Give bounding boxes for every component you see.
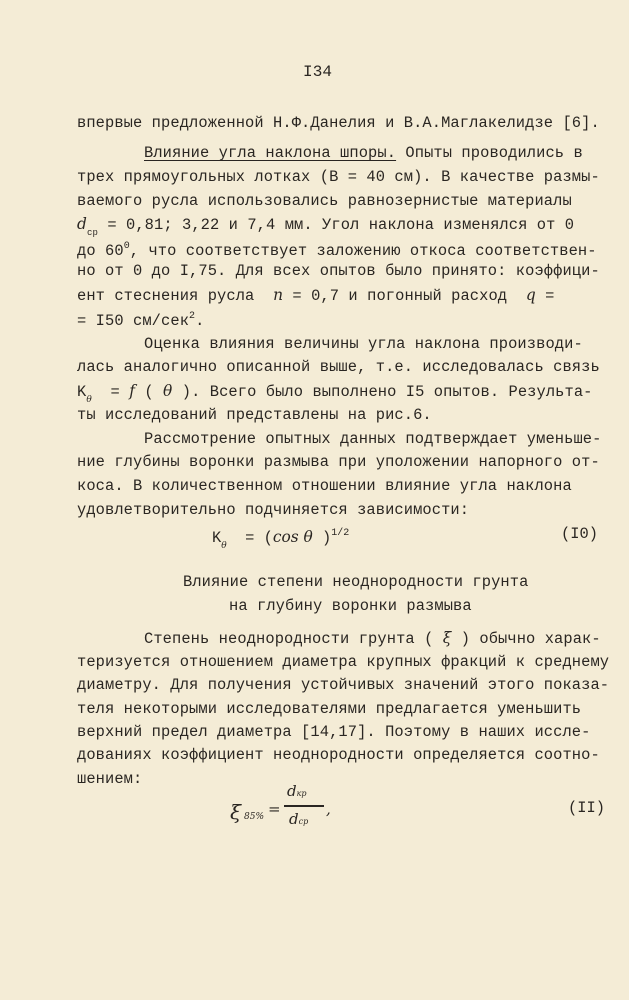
text-line: трех прямоугольных лотках (B = 40 см). В качестве размы- [77,168,600,186]
text-line: ние глубины воронки размыва при уположении напорного от- [77,453,600,471]
text-line: = I50 см/сек$^2$. [77,311,205,330]
text-line: Степень неоднородности грунта ( ξ ) обычно харак- [144,629,601,648]
d-mean-symbol: d [77,215,87,233]
section-heading: на глубину воронки размыва [229,597,472,615]
equation-10: $K_\theta = (\cos$ θ )$^{1/2}$ [212,528,350,551]
document-page: I34 впервые предложенной Н.Ф.Данелия и В.А.Маглакелидзе [6]. Влияние угла наклона шпоры. Опыты проводились в трех прямоугольных лотках (B = 40 см). В качестве размы- ваемого русла использовались равнозернистые материалы $d_{ср} = 0,81$; 3,22 и 7,4 мм. Угол наклона изменялся от 0 до $60^0$, что соответствует заложению откоса соответствен- но от 0 до I,75. Для всех опытов было принято: коэффици- ент стеснения русла n = 0,7 и погонный расход q = = I50 см/сек$^2$. Оценка влияния величины угла наклона производи- лась аналогично описанной выше, т.е. исследовалась связь $K_\theta = f$ ( θ ). Всего было выполнено I5 опытов. Результа- ты исследований представлены на рис.6. Рассмотрение опытных данных подтверждает уменьше- ние глубины воронки размыва при уположении напорного от- коса. В количественном отношении влияние угла наклона удовлетворительно подчиняется зависимости: $K_\theta = (\cos$ θ )$^{1/2}$ (I0) Влияние степени неоднородности грунта на глубину воронки размыва Степень неоднородности грунта ( ξ ) обычно харак- теризуется отношением диаметра крупных фракций к среднему диаметру. Для получения устойчивых значений этого показа- теля некоторыми исследователями предлагается уменьшить верхний предел диаметра [14,17]. Поэтому в наших иссле- дованиях коэффициент неоднородности определяется соотно- шением: ξ 85% = dкр dср , (II) [77,63,610,828]
page-number: I34 [303,63,333,81]
text-line: шением: [77,770,143,788]
equation-number-11: (II) [568,799,605,817]
text-line: ент стеснения русла n = 0,7 и погонный расход q = [77,286,555,305]
xi-symbol: ξ [442,629,452,647]
text-line: но от 0 до I,75. Для всех опытов было принято: коэффици- [77,262,600,280]
text-line: ваемого русла использовались равнозернистые материалы [77,192,572,210]
text-line: лась аналогично описанной выше, т.е. исследовалась связь [77,358,600,376]
text-line: коса. В количественном отношении влияние угла наклона [77,477,572,495]
section-heading: Влияние угла наклона шпоры. [144,144,397,162]
text-line: Рассмотрение опытных данных подтверждает уменьше- [144,430,602,448]
text-line: диаметру. Для получения устойчивых значений этого показа- [77,676,610,694]
q-symbol: q [525,286,536,304]
text-line: теризуется отношением диаметра крупных фракций к среднему [77,653,610,671]
section-heading-text: Влияние угла наклона шпоры. Опыты проводились в [144,144,583,162]
text-line: Оценка влияния величины угла наклона производи- [144,335,583,353]
equation-number-10: (I0) [561,525,598,543]
text-line: верхний предел диаметра [14,17]. Поэтому в наших иссле- [77,723,591,741]
function-symbol: f [129,382,136,400]
text-line: $K_\theta = f$ ( θ ). Всего было выполнено I5 опытов. Результа- [77,382,593,405]
text-line: ты исследований представлены на рис.6. [77,406,432,424]
text-line: до $60^0$, что соответствует заложению откоса соответствен- [77,241,597,260]
text-line: дованиях коэффициент неоднородности определяется соотно- [77,746,600,764]
n-symbol: n [273,286,284,304]
text-line: впервые предложенной Н.Ф.Данелия и В.А.Маглакелидзе [6]. [77,114,600,132]
text-line: $d_{ср} = 0,81$; 3,22 и 7,4 мм. Угол наклона изменялся от 0 [77,215,575,238]
section-heading: Влияние степени неоднородности грунта [183,573,529,591]
text-line: удовлетворительно подчиняется зависимости: [77,501,470,519]
text-line: теля некоторыми исследователями предлагается уменьшить [77,700,582,718]
